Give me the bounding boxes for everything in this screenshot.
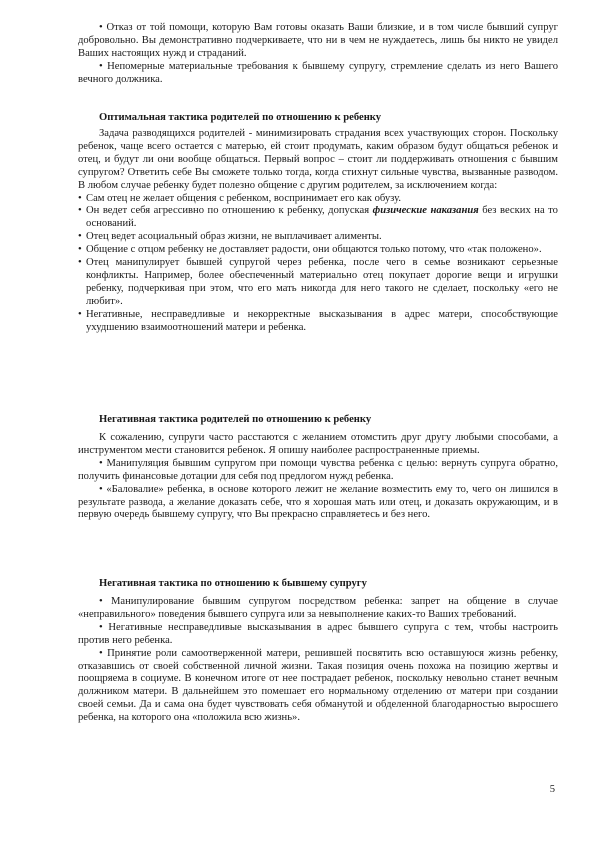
bullet-list <box>78 193 558 335</box>
paragraph: • Манипулирование бывшим супругом посредством ребенка: запрет на общение в случае «неправильного» поведения бывшего супруга или за невыполнение каких-то Ваших требований. <box>78 596 558 620</box>
page-number: 5 <box>549 784 555 795</box>
section2-body <box>78 432 558 522</box>
list-item: • Отец ведет асоциальный образ жизни, не выплачивает алименты. <box>78 231 558 244</box>
section-heading: Негативная тактика родителей по отношению к ребенку <box>99 414 372 425</box>
section-heading: Оптимальная тактика родителей по отношению к ребенку <box>99 112 382 123</box>
paragraph: К сожалению, супруги часто расстаются с желанием отомстить друг другу любыми способами, а инструментом мести становится ребенок. Я опишу наиболее распространенные приемы. <box>78 432 558 456</box>
list-item: • Отец манипулирует бывшей супругой через ребенка, после чего в семье возникают серьезные конфликты. Например, более обеспеченный материально отец покупает дорогие вещи и игрушки ребенку, подчеркивая при этом, что его мать никогда для него такого не сделает, поскольку «его не любит». <box>78 257 558 309</box>
list-item: • Негативные, несправедливые и некорректные высказывания в адрес матери, способствующие ухудшению взаимоотношений матери и ребенка. <box>78 309 558 335</box>
paragraph: • «Баловалие» ребенка, в основе которого лежит не желание возместить ему то, чего он лишился в результате развода, а желание доказать себе, что я хорошая мать или отец, и доказать окружающим, и в первую очередь бывшему супругу, что Вы прекрасно справляетесь и без него. <box>78 483 558 521</box>
section3-body <box>78 596 558 725</box>
section1-body <box>78 128 558 335</box>
list-item: • Общение с отцом ребенку не доставляет радости, они общаются только потому, что «так положено». <box>78 244 558 257</box>
paragraph: • Манипуляция бывшим супругом при помощи чувства ребенка с целью: вернуть супруга обратно, получить финансовые дотации для себя под предлогом нужд ребенка. <box>78 457 558 482</box>
section-heading: Негативная тактика по отношению к бывшему супругу <box>99 578 367 589</box>
list-item: • Он ведет себя агрессивно по отношению к ребенку, допуская физические наказания без веских на то оснований. <box>78 205 558 231</box>
list-item: • Сам отец не желает общения с ребенком, воспринимает его как обузу. <box>78 193 558 206</box>
paragraph: • Принятие роли самоотверженной матери, решившей посвятить всю оставшуюся жизнь ребенку, отказавшись от своей собственной личной жизни. Такая позиция очень похожа на позицию жертвы и поощряема в социуме. В конечном итоге от нее пострадает ребенок, поскольку невольно станет вечным должником матери. В дальнейшем это помешает его нормальному отделению от матери при создании своей семьи. Да и сама она будет чувствовать себя обманутой и обделенной благодарностью выросшего ребенка, на которого она «положила всю жизнь». <box>78 647 558 724</box>
paragraph: • Непомерные материальные требования к бывшему супругу, стремление сделать из него Вашего вечного должника. <box>78 60 558 85</box>
paragraph: Задача разводящихся родителей - минимизировать страдания всех участвующих сторон. Поскольку ребенок, чаще всего остается с матерью, ей стоит продумать, каким образом будут общаться ребенок и отец, и будут ли они вообще общаться. Первый вопрос – стоит ли поддерживать отношения с бывшим супругом? Ответить себе Вы сможете только тогда, когда стихнут сильные чувства, вызванные разводом. В любом случае ребенку будет полезно общение с другим родителем, за исключением когда: <box>78 128 558 191</box>
top-bullets <box>78 22 558 87</box>
paragraph: • Негативные несправедливые высказывания в адрес бывшего супруга с тем, чтобы настроить против него ребенка. <box>78 621 558 646</box>
paragraph: • Отказ от той помощи, которую Вам готовы оказать Ваши близкие, и в том числе бывший супруг добровольно. Вы демонстративно подчеркиваете, что ни в чем не нуждаетесь, лишь бы никто не увидел Ваших настоящих нужд и страданий. <box>78 22 558 59</box>
